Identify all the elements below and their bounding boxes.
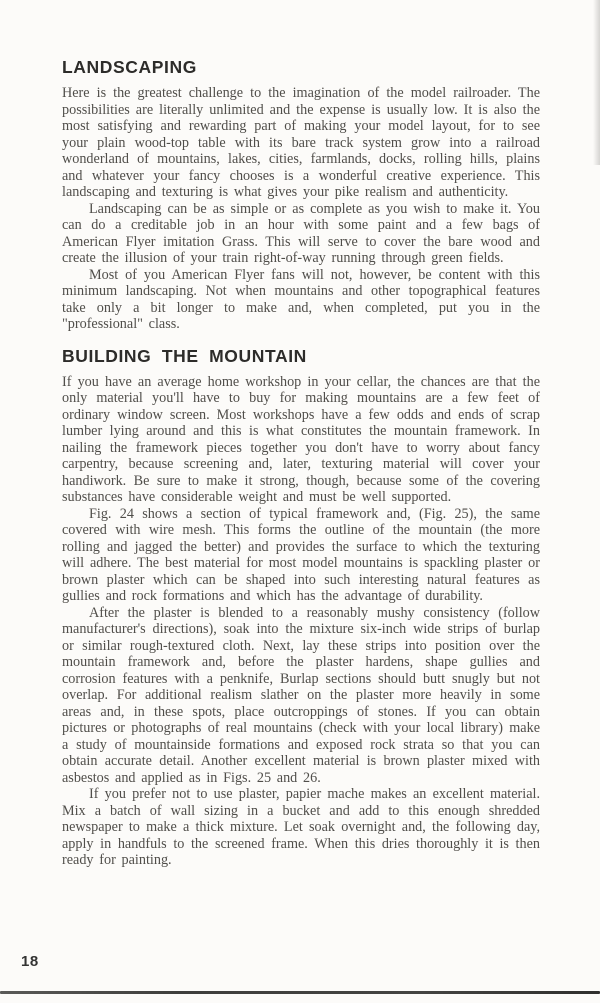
section-heading-building-the-mountain: BUILDING THE MOUNTAIN <box>62 345 307 366</box>
bottom-rule <box>0 991 600 994</box>
paragraph: Here is the greatest challenge to the imagination of the model railroader. The possibilities are literally unlimited and the expense is usually low. It is also the most satisfying and rewarding part of making your model layout, for to see your plain wood-top table with its bare track system grow into a railroad wonderland of mountains, lakes, cities, farmlands, docks, rolling hills, plains and whatever your fancy chooses is a wonderful creative experience. This landscaping and texturing is what gives your pike realism and authenticity. <box>62 85 540 200</box>
paragraph: Most of you American Flyer fans will not, however, be content with this minimum landscaping. Not when mountains and other topographical features take only a bit longer to make and, when completed, put you in the "professional" class. <box>62 266 540 332</box>
paragraph: If you have an average home workshop in your cellar, the chances are that the only material you'll have to buy for making mountains are a few feet of ordinary window screen. Most workshops have a few odds and ends of scrap lumber lying around and this is what constitutes the mountain framework. In nailing the framework pieces together you don't have to worry about fancy carpentry, because screening and, later, texturing material will cover your handiwork. Be sure to make it strong, though, because some of the covering substances have considerable weight and must be well supported. <box>62 373 540 505</box>
paragraph: After the plaster is blended to a reasonably mushy consistency (follow manufacturer's directions), soak into the mixture six-inch wide strips of burlap or similar rough-textured cloth. Next, lay these strips into position over the mountain framework and, before the plaster hardens, shape gullies and corrosion features with a penknife, Burlap sections should butt snugly but not overlap. For additional realism slather on the plaster more heavily in some areas and, in these spots, place outcroppings of stones. If you can obtain pictures or photographs of real mountains (check with your local library) make a study of mountainside formations and exposed rock strata so that you can obtain accurate detail. Another excellent material is brown plaster mixed with asbestos and applied as in Figs. 25 and 26. <box>62 604 540 786</box>
page-number: 18 <box>21 953 39 970</box>
section-landscaping <box>62 57 540 333</box>
paragraph: Fig. 24 shows a section of typical framework and, (Fig. 25), the same covered with wire mesh. This forms the outline of the mountain (the more rolling and jagged the better) and provides the surface to which the texturing will adhere. The best material for most model mountains is spackling plaster or brown plaster which can be shaped into such interesting natural features as gullies and rock formations and which has the advantage of durability. <box>62 505 540 604</box>
section-heading-landscaping: LANDSCAPING <box>62 57 197 77</box>
section-building-the-mountain <box>62 346 540 869</box>
paragraph: If you prefer not to use plaster, papier mache makes an excellent material. Mix a batch of wall sizing in a bucket and add to this enough shredded newspaper to make a thick mixture. Let soak overnight and, the following day, apply in handfuls to the screened frame. When this dries thoroughly it is then ready for painting. <box>62 786 540 868</box>
paragraph: Landscaping can be as simple or as complete as you wish to make it. You can do a creditable job in an hour with some paint and a few bags of American Flyer imitation Grass. This will serve to cover the bare wood and create the illusion of your train right-of-way running through green fields. <box>62 200 540 266</box>
scan-edge-artifact <box>593 0 600 165</box>
